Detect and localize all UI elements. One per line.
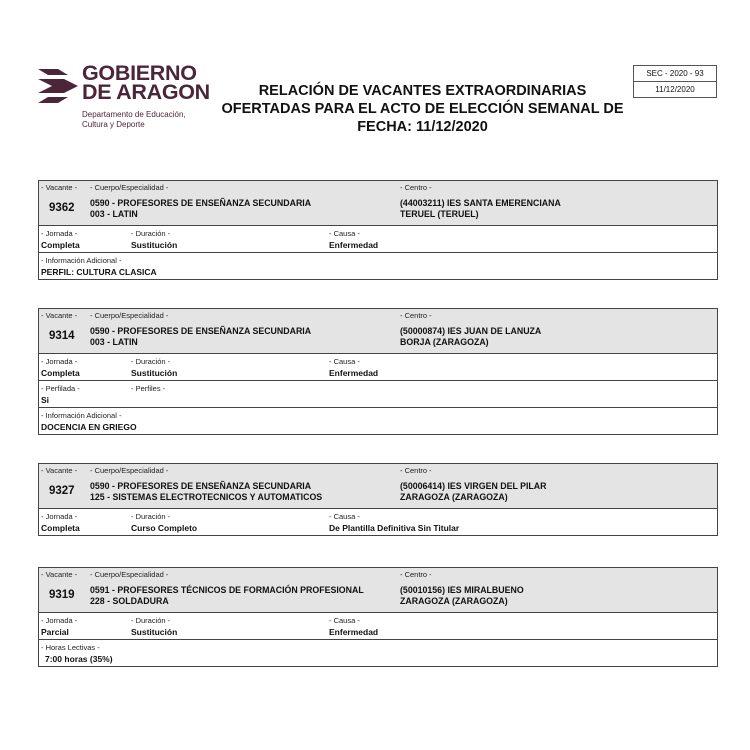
- perfilada-row: [39, 380, 717, 407]
- vacancy-number: 9362: [49, 202, 75, 214]
- jornada-row: [39, 353, 717, 380]
- jornada-row: [39, 508, 717, 535]
- centro-localidad: ZARAGOZA (ZARAGOZA): [400, 492, 508, 502]
- vacancy-block: [38, 463, 718, 536]
- especialidad-value: 003 - LATIN: [90, 209, 138, 219]
- cuerpo-especialidad: [90, 481, 322, 503]
- horas-row: [39, 639, 717, 666]
- reference-box: [633, 65, 717, 98]
- centro-localidad: TERUEL (TERUEL): [400, 209, 479, 219]
- vacancy-block: [38, 308, 718, 435]
- cuerpo-value: 0591 - PROFESORES TÉCNICOS DE FORMACIÓN PROFESIONAL: [90, 585, 364, 595]
- cuerpo-label: - Cuerpo/Especialidad -: [90, 311, 169, 320]
- centro-name: (50010156) IES MIRALBUENO: [400, 585, 524, 595]
- jornada-row: [39, 225, 717, 252]
- jornada-label: - Jornada -: [41, 616, 78, 625]
- centro-value: [400, 585, 524, 607]
- vacante-label: - Vacante -: [41, 466, 78, 475]
- cuerpo-label: - Cuerpo/Especialidad -: [90, 466, 169, 475]
- vacante-label: - Vacante -: [41, 570, 78, 579]
- perfilada-value: Si: [41, 395, 50, 405]
- info-row: [39, 252, 717, 279]
- especialidad-value: 003 - LATIN: [90, 337, 138, 347]
- centro-localidad: BORJA (ZARAGOZA): [400, 337, 489, 347]
- duracion-value: Sustitución: [131, 368, 178, 378]
- causa-value: Enfermedad: [329, 240, 379, 250]
- centro-name: (44003211) IES SANTA EMERENCIANA: [400, 198, 561, 208]
- especialidad-value: 125 - SISTEMAS ELECTROTECNICOS Y AUTOMATICOS: [90, 492, 323, 502]
- gobierno-aragon-logo: [38, 61, 238, 134]
- reference-date: 11/12/2020: [634, 81, 716, 97]
- centro-value: [400, 481, 547, 503]
- vacancy-number: 9314: [49, 330, 75, 342]
- especialidad-value: 228 - SOLDADURA: [90, 596, 169, 606]
- document-title: [215, 82, 630, 136]
- duracion-value: Sustitución: [131, 627, 178, 637]
- centro-label: - Centro -: [400, 183, 432, 192]
- title-line-3: FECHA: 11/12/2020: [357, 119, 488, 135]
- centro-label: - Centro -: [400, 311, 432, 320]
- causa-value: Enfermedad: [329, 627, 379, 637]
- duracion-value: Sustitución: [131, 240, 178, 250]
- duracion-label: - Duración -: [131, 616, 171, 625]
- centro-value: [400, 198, 561, 220]
- cuerpo-label: - Cuerpo/Especialidad -: [90, 570, 169, 579]
- jornada-value: Completa: [41, 240, 80, 250]
- causa-value: De Plantilla Definitiva Sin Titular: [329, 523, 460, 533]
- vacancy-block: [38, 180, 718, 280]
- jornada-value: Completa: [41, 523, 80, 533]
- logo-name: [82, 61, 210, 104]
- info-value: PERFIL: CULTURA CLASICA: [41, 267, 157, 277]
- vacancy-header-row: [39, 464, 717, 508]
- vacancy-number: 9327: [49, 485, 75, 497]
- cuerpo-especialidad: [90, 198, 311, 220]
- info-label: - Información Adicional -: [41, 256, 122, 265]
- logo-sub-line-1: Departamento de Educación,: [82, 110, 186, 119]
- causa-value: Enfermedad: [329, 368, 379, 378]
- cuerpo-value: 0590 - PROFESORES DE ENSEÑANZA SECUNDARIA: [90, 481, 312, 491]
- duracion-value: Curso Completo: [131, 523, 198, 533]
- centro-name: (50000874) IES JUAN DE LANUZA: [400, 326, 542, 336]
- horas-value: 7:00 horas (35%): [45, 654, 113, 664]
- title-line-1: RELACIÓN DE VACANTES EXTRAORDINARIAS: [258, 83, 587, 99]
- vacancy-number: 9319: [49, 589, 75, 601]
- centro-localidad: ZARAGOZA (ZARAGOZA): [400, 596, 508, 606]
- jornada-label: - Jornada -: [41, 357, 78, 366]
- logo-line-2: DE ARAGON: [82, 80, 210, 104]
- causa-label: - Causa -: [329, 229, 360, 238]
- perfiles-label: - Perfiles -: [131, 384, 166, 393]
- cuerpo-value: 0590 - PROFESORES DE ENSEÑANZA SECUNDARIA: [90, 198, 312, 208]
- causa-label: - Causa -: [329, 616, 360, 625]
- jornada-label: - Jornada -: [41, 512, 78, 521]
- duracion-label: - Duración -: [131, 512, 171, 521]
- jornada-value: Completa: [41, 368, 80, 378]
- vacante-label: - Vacante -: [41, 183, 78, 192]
- centro-label: - Centro -: [400, 570, 432, 579]
- cuerpo-especialidad: [90, 326, 311, 348]
- cuerpo-label: - Cuerpo/Especialidad -: [90, 183, 169, 192]
- info-row: [39, 407, 717, 434]
- duracion-label: - Duración -: [131, 357, 171, 366]
- jornada-row: [39, 612, 717, 639]
- vacancy-block: [38, 567, 718, 667]
- title-line-2: OFERTADAS PARA EL ACTO DE ELECCIÓN SEMANAL DE: [221, 101, 624, 117]
- vacante-label: - Vacante -: [41, 311, 78, 320]
- vacancy-header-row: [39, 309, 717, 353]
- duracion-label: - Duración -: [131, 229, 171, 238]
- reference-code: SEC - 2020 - 93: [646, 69, 704, 78]
- jornada-label: - Jornada -: [41, 229, 78, 238]
- perfilada-label: - Perfilada -: [41, 384, 80, 393]
- logo-line-1: GOBIERNO: [82, 61, 197, 85]
- info-value: DOCENCIA EN GRIEGO: [41, 422, 137, 432]
- info-label: - Información Adicional -: [41, 411, 122, 420]
- centro-name: (50006414) IES VIRGEN DEL PILAR: [400, 481, 547, 491]
- causa-label: - Causa -: [329, 357, 360, 366]
- centro-label: - Centro -: [400, 466, 432, 475]
- horas-label: - Horas Lectivas -: [41, 643, 100, 652]
- logo-sub-line-2: Cultura y Deporte: [82, 119, 145, 129]
- logo-department: [82, 110, 186, 129]
- centro-value: [400, 326, 541, 348]
- cuerpo-especialidad: [90, 585, 364, 607]
- causa-label: - Causa -: [329, 512, 360, 521]
- aragon-emblem-icon: [38, 67, 80, 105]
- jornada-value: Parcial: [41, 627, 69, 637]
- vacancy-header-row: [39, 568, 717, 612]
- cuerpo-value: 0590 - PROFESORES DE ENSEÑANZA SECUNDARIA: [90, 326, 312, 336]
- vacancy-header-row: [39, 181, 717, 225]
